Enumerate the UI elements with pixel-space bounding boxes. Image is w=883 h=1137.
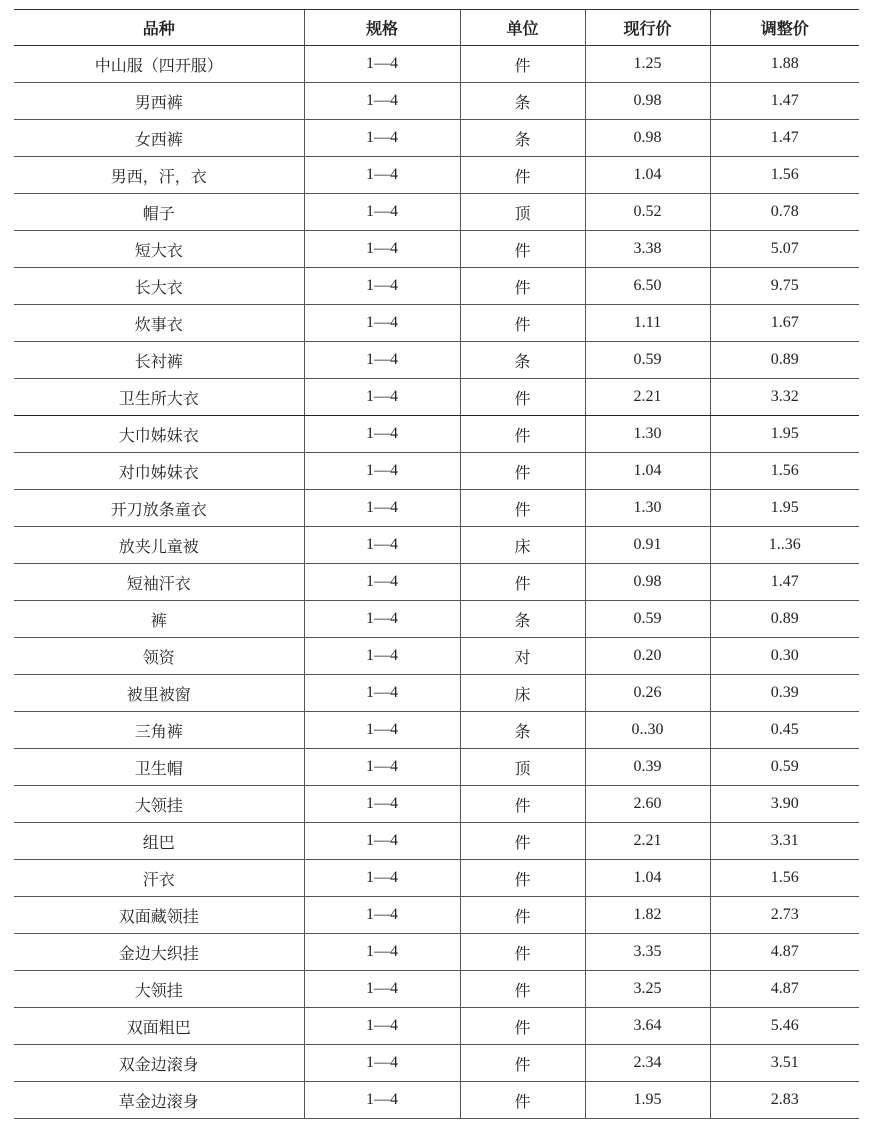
cell-adjusted-price: 5.46 <box>710 1008 859 1045</box>
table-row <box>14 194 859 231</box>
cell-current-price: 6.50 <box>585 268 710 305</box>
cell-spec: 1—4 <box>304 601 460 638</box>
cell-variety: 中山服（四开服） <box>14 46 304 83</box>
cell-unit: 件 <box>460 934 585 971</box>
cell-unit: 件 <box>460 860 585 897</box>
table-row <box>14 83 859 120</box>
cell-variety: 组巴 <box>14 823 304 860</box>
cell-spec: 1—4 <box>304 157 460 194</box>
cell-current-price: 0.91 <box>585 527 710 564</box>
cell-adjusted-price: 0.30 <box>710 638 859 675</box>
cell-spec: 1—4 <box>304 638 460 675</box>
cell-current-price: 1.95 <box>585 1082 710 1119</box>
cell-unit: 件 <box>460 1008 585 1045</box>
cell-adjusted-price: 0.39 <box>710 675 859 712</box>
cell-variety: 草金边滚身 <box>14 1082 304 1119</box>
cell-unit: 床 <box>460 675 585 712</box>
cell-unit: 件 <box>460 1045 585 1082</box>
cell-current-price: 1.25 <box>585 46 710 83</box>
cell-spec: 1—4 <box>304 971 460 1008</box>
cell-current-price: 3.35 <box>585 934 710 971</box>
cell-variety: 双金边滚身 <box>14 1045 304 1082</box>
cell-unit: 件 <box>460 231 585 268</box>
cell-adjusted-price: 5.07 <box>710 231 859 268</box>
cell-variety: 大领挂 <box>14 786 304 823</box>
cell-variety: 男西，汗，衣 <box>14 157 304 194</box>
cell-unit: 件 <box>460 305 585 342</box>
cell-spec: 1—4 <box>304 786 460 823</box>
cell-adjusted-price: 1.88 <box>710 46 859 83</box>
cell-spec: 1—4 <box>304 268 460 305</box>
table-row <box>14 490 859 527</box>
cell-unit: 条 <box>460 120 585 157</box>
table-row <box>14 564 859 601</box>
cell-unit: 件 <box>460 1082 585 1119</box>
cell-spec: 1—4 <box>304 490 460 527</box>
cell-spec: 1—4 <box>304 1082 460 1119</box>
cell-adjusted-price: 0.78 <box>710 194 859 231</box>
cell-spec: 1—4 <box>304 527 460 564</box>
price-table <box>14 9 859 1119</box>
cell-adjusted-price: 4.87 <box>710 934 859 971</box>
cell-spec: 1—4 <box>304 823 460 860</box>
cell-adjusted-price: 0.45 <box>710 712 859 749</box>
cell-unit: 顶 <box>460 749 585 786</box>
cell-variety: 被里被窗 <box>14 675 304 712</box>
cell-unit: 条 <box>460 342 585 379</box>
cell-unit: 条 <box>460 601 585 638</box>
table-row <box>14 1082 859 1119</box>
cell-variety: 女西裤 <box>14 120 304 157</box>
cell-adjusted-price: 4.87 <box>710 971 859 1008</box>
cell-unit: 对 <box>460 638 585 675</box>
table-row <box>14 712 859 749</box>
table-row <box>14 342 859 379</box>
cell-spec: 1—4 <box>304 860 460 897</box>
cell-spec: 1—4 <box>304 897 460 934</box>
cell-variety: 卫生帽 <box>14 749 304 786</box>
cell-adjusted-price: 1.47 <box>710 83 859 120</box>
header-current-price: 现行价 <box>585 10 710 46</box>
cell-current-price: 1.04 <box>585 453 710 490</box>
cell-unit: 件 <box>460 379 585 416</box>
cell-adjusted-price: 9.75 <box>710 268 859 305</box>
table-row <box>14 231 859 268</box>
cell-spec: 1—4 <box>304 1008 460 1045</box>
cell-unit: 件 <box>460 416 585 453</box>
cell-adjusted-price: 2.83 <box>710 1082 859 1119</box>
cell-adjusted-price: 0.89 <box>710 342 859 379</box>
table-body <box>14 46 859 1119</box>
table-row <box>14 1008 859 1045</box>
header-unit: 单位 <box>460 10 585 46</box>
cell-variety: 开刀放条童衣 <box>14 490 304 527</box>
cell-spec: 1—4 <box>304 194 460 231</box>
cell-spec: 1—4 <box>304 564 460 601</box>
cell-current-price: 0.59 <box>585 342 710 379</box>
table-row <box>14 453 859 490</box>
cell-spec: 1—4 <box>304 675 460 712</box>
cell-adjusted-price: 2.73 <box>710 897 859 934</box>
cell-adjusted-price: 3.51 <box>710 1045 859 1082</box>
table-row <box>14 268 859 305</box>
cell-current-price: 2.21 <box>585 379 710 416</box>
cell-variety: 长大衣 <box>14 268 304 305</box>
table-row <box>14 1045 859 1082</box>
cell-current-price: 0.52 <box>585 194 710 231</box>
cell-unit: 件 <box>460 490 585 527</box>
cell-unit: 件 <box>460 453 585 490</box>
cell-variety: 裤 <box>14 601 304 638</box>
table-row <box>14 786 859 823</box>
cell-spec: 1—4 <box>304 83 460 120</box>
cell-current-price: 1.04 <box>585 860 710 897</box>
cell-spec: 1—4 <box>304 120 460 157</box>
cell-current-price: 3.38 <box>585 231 710 268</box>
cell-current-price: 2.60 <box>585 786 710 823</box>
cell-variety: 大领挂 <box>14 971 304 1008</box>
cell-spec: 1—4 <box>304 231 460 268</box>
cell-spec: 1—4 <box>304 1045 460 1082</box>
cell-variety: 炊事衣 <box>14 305 304 342</box>
table-row <box>14 416 859 453</box>
cell-current-price: 1.11 <box>585 305 710 342</box>
cell-current-price: 1.04 <box>585 157 710 194</box>
cell-current-price: 1.82 <box>585 897 710 934</box>
table-row <box>14 120 859 157</box>
cell-unit: 条 <box>460 712 585 749</box>
cell-unit: 条 <box>460 83 585 120</box>
cell-unit: 件 <box>460 897 585 934</box>
cell-unit: 件 <box>460 971 585 1008</box>
cell-variety: 放夹儿童被 <box>14 527 304 564</box>
cell-adjusted-price: 1.47 <box>710 120 859 157</box>
header-row <box>14 10 859 46</box>
table-row <box>14 601 859 638</box>
cell-spec: 1—4 <box>304 416 460 453</box>
cell-spec: 1—4 <box>304 749 460 786</box>
table-row <box>14 749 859 786</box>
cell-current-price: 0..30 <box>585 712 710 749</box>
cell-variety: 金边大织挂 <box>14 934 304 971</box>
cell-unit: 件 <box>460 268 585 305</box>
cell-spec: 1—4 <box>304 379 460 416</box>
table-row <box>14 675 859 712</box>
cell-unit: 顶 <box>460 194 585 231</box>
cell-unit: 床 <box>460 527 585 564</box>
table-row <box>14 527 859 564</box>
header-adjusted-price: 调整价 <box>710 10 859 46</box>
cell-current-price: 0.59 <box>585 601 710 638</box>
table-row <box>14 157 859 194</box>
table-row <box>14 823 859 860</box>
cell-unit: 件 <box>460 786 585 823</box>
cell-variety: 男西裤 <box>14 83 304 120</box>
table-row <box>14 46 859 83</box>
cell-adjusted-price: 1.67 <box>710 305 859 342</box>
cell-variety: 三角裤 <box>14 712 304 749</box>
table-row <box>14 379 859 416</box>
cell-unit: 件 <box>460 823 585 860</box>
cell-adjusted-price: 1.95 <box>710 416 859 453</box>
cell-spec: 1—4 <box>304 453 460 490</box>
cell-current-price: 0.98 <box>585 564 710 601</box>
cell-adjusted-price: 1.56 <box>710 860 859 897</box>
cell-adjusted-price: 3.32 <box>710 379 859 416</box>
cell-current-price: 1.30 <box>585 416 710 453</box>
header-variety: 品种 <box>14 10 304 46</box>
cell-adjusted-price: 3.31 <box>710 823 859 860</box>
cell-current-price: 0.20 <box>585 638 710 675</box>
cell-current-price: 0.26 <box>585 675 710 712</box>
cell-variety: 大巾姊妹衣 <box>14 416 304 453</box>
cell-adjusted-price: 1.95 <box>710 490 859 527</box>
cell-current-price: 0.98 <box>585 83 710 120</box>
cell-variety: 双面粗巴 <box>14 1008 304 1045</box>
cell-current-price: 0.39 <box>585 749 710 786</box>
cell-current-price: 1.30 <box>585 490 710 527</box>
cell-unit: 件 <box>460 46 585 83</box>
cell-variety: 帽子 <box>14 194 304 231</box>
cell-spec: 1—4 <box>304 712 460 749</box>
cell-spec: 1—4 <box>304 46 460 83</box>
cell-unit: 件 <box>460 157 585 194</box>
cell-adjusted-price: 1.56 <box>710 157 859 194</box>
cell-variety: 短袖汗衣 <box>14 564 304 601</box>
cell-variety: 双面藏领挂 <box>14 897 304 934</box>
table-row <box>14 897 859 934</box>
cell-current-price: 0.98 <box>585 120 710 157</box>
cell-variety: 对巾姊妹衣 <box>14 453 304 490</box>
cell-variety: 汗衣 <box>14 860 304 897</box>
cell-spec: 1—4 <box>304 342 460 379</box>
cell-current-price: 3.25 <box>585 971 710 1008</box>
cell-variety: 领资 <box>14 638 304 675</box>
table-row <box>14 638 859 675</box>
cell-adjusted-price: 1..36 <box>710 527 859 564</box>
cell-variety: 长衬裤 <box>14 342 304 379</box>
cell-unit: 件 <box>460 564 585 601</box>
table-row <box>14 305 859 342</box>
cell-adjusted-price: 3.90 <box>710 786 859 823</box>
cell-variety: 卫生所大衣 <box>14 379 304 416</box>
cell-spec: 1—4 <box>304 934 460 971</box>
cell-adjusted-price: 1.56 <box>710 453 859 490</box>
cell-current-price: 2.21 <box>585 823 710 860</box>
header-spec: 规格 <box>304 10 460 46</box>
table-row <box>14 971 859 1008</box>
table-row <box>14 934 859 971</box>
cell-adjusted-price: 0.89 <box>710 601 859 638</box>
cell-current-price: 3.64 <box>585 1008 710 1045</box>
table-row <box>14 860 859 897</box>
cell-spec: 1—4 <box>304 305 460 342</box>
cell-variety: 短大衣 <box>14 231 304 268</box>
cell-adjusted-price: 1.47 <box>710 564 859 601</box>
cell-current-price: 2.34 <box>585 1045 710 1082</box>
cell-adjusted-price: 0.59 <box>710 749 859 786</box>
